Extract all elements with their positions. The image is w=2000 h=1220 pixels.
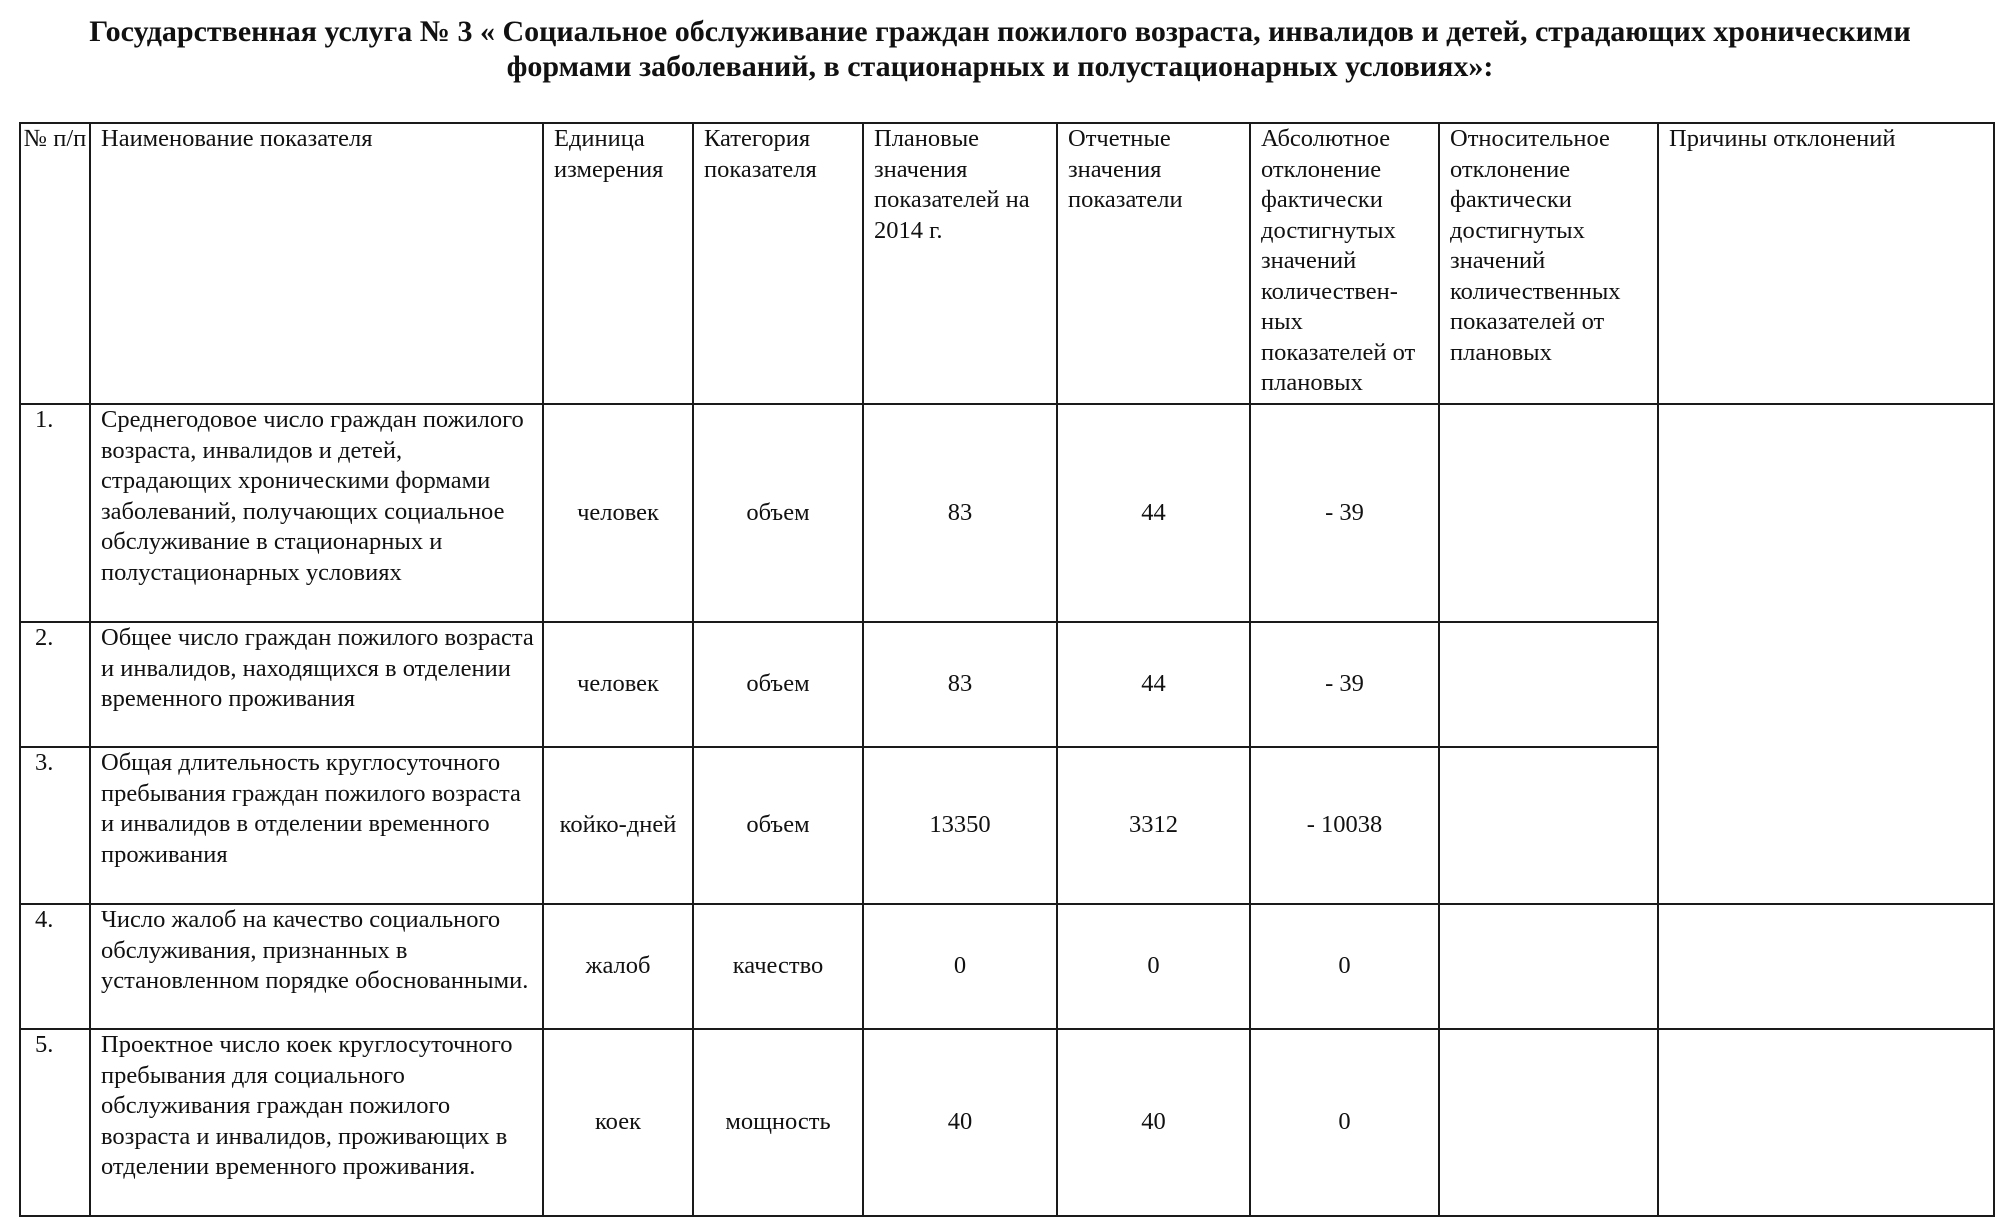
- row-rel-deviation: [1439, 1029, 1658, 1216]
- header-unit: Единица измерения: [543, 123, 693, 404]
- row-name: Число жалоб на качество социального обслуживания, признанных в установленном порядке обоснованными.: [90, 904, 543, 1029]
- table-row: [20, 404, 1994, 622]
- row-name: Среднегодовое число граждан пожилого возраста, инвалидов и детей, страдающих хроническими формами заболеваний, получающих социальное обслуживание в стационарных и полустационарных условиях: [90, 404, 543, 622]
- row-reported: 44: [1057, 404, 1250, 622]
- row-num: 2.: [20, 622, 90, 747]
- row-rel-deviation: [1439, 404, 1658, 622]
- row-category: объем: [693, 622, 863, 747]
- row-num: 3.: [20, 747, 90, 904]
- row-unit: коек: [543, 1029, 693, 1216]
- indicators-table: [19, 122, 1995, 1217]
- row-reported: 40: [1057, 1029, 1250, 1216]
- row-reported: 3312: [1057, 747, 1250, 904]
- row-abs-deviation: 0: [1250, 904, 1439, 1029]
- header-category: Категория показателя: [693, 123, 863, 404]
- header-row: [20, 123, 1994, 404]
- row-planned: 83: [863, 622, 1057, 747]
- row-reported: 44: [1057, 622, 1250, 747]
- header-reasons: Причины отклонений: [1658, 123, 1994, 404]
- row-unit: жалоб: [543, 904, 693, 1029]
- row-abs-deviation: - 39: [1250, 622, 1439, 747]
- row-rel-deviation: [1439, 747, 1658, 904]
- row-planned: 13350: [863, 747, 1057, 904]
- reasons-cell: [1658, 904, 1994, 1029]
- row-category: качество: [693, 904, 863, 1029]
- row-abs-deviation: - 10038: [1250, 747, 1439, 904]
- row-num: 4.: [20, 904, 90, 1029]
- header-planned: Плановые значения показателей на 2014 г.: [863, 123, 1057, 404]
- header-rel-deviation: Относительное отклонение фактически достигнутых значений количественных показателей от плановых: [1439, 123, 1658, 404]
- table-row: [20, 904, 1994, 1029]
- row-category: объем: [693, 747, 863, 904]
- table-row: [20, 1029, 1994, 1216]
- row-rel-deviation: [1439, 622, 1658, 747]
- row-reported: 0: [1057, 904, 1250, 1029]
- row-category: объем: [693, 404, 863, 622]
- row-planned: 0: [863, 904, 1057, 1029]
- row-unit: койко-дней: [543, 747, 693, 904]
- header-abs-deviation: Абсолютное отклонение фактически достигнутых значений количествен-ных показателей от плановых: [1250, 123, 1439, 404]
- row-name: Общее число граждан пожилого возраста и инвалидов, находящихся в отделении временного проживания: [90, 622, 543, 747]
- row-unit: человек: [543, 404, 693, 622]
- reasons-cell: [1658, 404, 1994, 904]
- header-name: Наименование показателя: [90, 123, 543, 404]
- header-num: № п/п: [20, 123, 90, 404]
- row-abs-deviation: - 39: [1250, 404, 1439, 622]
- row-rel-deviation: [1439, 904, 1658, 1029]
- row-num: 5.: [20, 1029, 90, 1216]
- row-name: Проектное число коек круглосуточного пребывания для социального обслуживания граждан пожилого возраста и инвалидов, проживающих в отделении временного проживания.: [90, 1029, 543, 1216]
- row-unit: человек: [543, 622, 693, 747]
- row-planned: 83: [863, 404, 1057, 622]
- row-planned: 40: [863, 1029, 1057, 1216]
- page-title: Государственная услуга № 3 « Социальное обслуживание граждан пожилого возраста, инвалидов и детей, страдающих хроническими формами заболеваний, в стационарных и полустационарных условиях»:: [89, 15, 1911, 83]
- row-abs-deviation: 0: [1250, 1029, 1439, 1216]
- header-reported: Отчетные значения показатели: [1057, 123, 1250, 404]
- row-category: мощность: [693, 1029, 863, 1216]
- reasons-cell: [1658, 1029, 1994, 1216]
- row-num: 1.: [20, 404, 90, 622]
- row-name: Общая длительность круглосуточного пребывания граждан пожилого возраста и инвалидов в отделении временного проживания: [90, 747, 543, 904]
